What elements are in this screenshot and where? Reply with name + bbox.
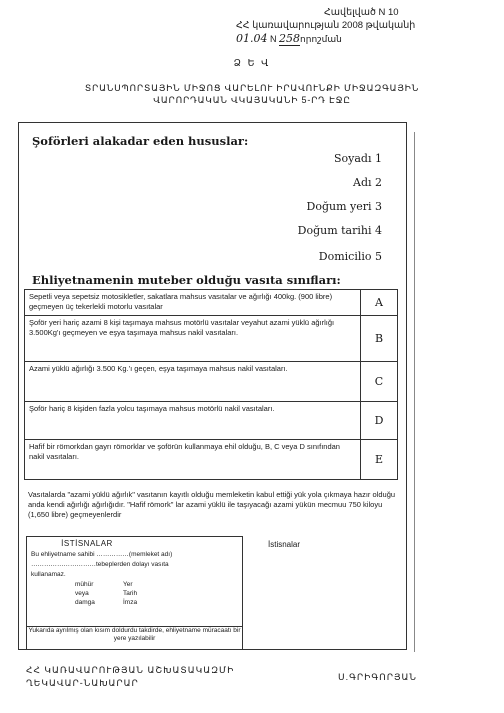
signatory-line-1: ՀՀ ԿԱՌԱՎԱՐՈՒԹՅԱՆ ԱՇԽԱՏԱԿԱԶՄԻ [26,665,235,675]
appendix-date-line [236,32,456,46]
weight-definition-note: Vasıtalarda "azami yüklü ağırlık" vasıtanın kayıtlı olduğu memleketin kabul ettiği yük yola çıkmaya hazır olduğu anda kendi ağırlığı ağırlığıdır. "Hafif römork" lar azami yüklü ile taşıyacağı azami yükün mecmuu 750 kiloyu (1,650 libre) geçmeyenlerdir [28,490,396,519]
signatory-line-2: ՂԵԿԱՎԱՐ-ՆԱԽԱՐԱՐ [26,678,139,688]
table-row [25,440,398,480]
handwritten-date: 01.04 [236,32,268,45]
table-row [25,316,398,362]
field-domicile: Domicilio 5 [318,250,382,263]
date-label: Tarih [123,590,138,597]
heading-line-2: ՎԱՐՈՐԴԱԿԱՆ ՎԿԱՅԱԿԱՆԻ 5-ՐԴ ԷՋԸ [153,95,351,105]
signature-label: İmza [123,599,138,606]
class-description: Hafif bir römorkdan gayrı römorklar ve şoförün kullanmaya ehil olduğu, B, C veya D sınıfından nakil vasıtaları. [25,440,361,480]
appendix-reference [236,6,456,46]
exceptions-title: İSTİSNALAR [61,539,113,548]
vehicle-classes-table [24,289,398,480]
field-birthplace: Doğum yeri 3 [306,200,382,213]
scan-edge-line [414,132,415,652]
driver-section-title: Şoförleri alakadar eden hususlar: [32,134,249,148]
class-letter: B [361,316,398,362]
appendix-decision-line: ՀՀ կառավարության 2008 թվականի [236,20,416,31]
table-row [25,290,398,316]
signatory-name: Ս.ԳՐԻԳՈՐՅԱՆ [338,672,417,682]
class-description: Şoför yeri hariç azami 8 kişi taşımaya mahsus motörlü vasıtalar veyahut azami yüklü ağırlığı 3.500Kg'ı geçmeyen ve eşya taşımaya mahsus nakil vasıtaları. [25,316,361,362]
exceptions-line-2: …………………………tebeplerden dolayı vasıta [31,561,169,568]
field-surname: Soyadı 1 [334,152,382,165]
table-row [25,402,398,440]
class-letter: C [361,362,398,402]
heading-line-1: ՏՐԱՆՍՊՈՐՏԱՅԻՆ ՄԻՋՈՑ ՎԱՐԵԼՈՒ ԻՐԱՎՈՒՆՔԻ ՄԻՋԱԶԳԱՅԻՆ [84,83,420,93]
seal-label: damga [75,599,95,606]
document-title: Ձ Ե Վ [233,58,271,69]
class-letter: A [361,290,398,316]
page-heading [20,82,484,106]
class-letter: D [361,402,398,440]
number-label: N [270,34,277,44]
stamp-label: mühür [75,581,94,588]
or-label: veya [75,590,89,597]
exceptions-box [26,536,243,650]
field-name: Adı 2 [353,176,382,189]
class-description: Şoför hariç 8 kişiden fazla yolcu taşımaya mahsus motörlü nakil vasıtaları. [25,402,361,440]
class-description: Sepetli veya sepetsiz motosikletler, sakatlara mahsus vasıtalar ve ağırlığı 400kg. (900 libre) geçmeyen üç tekerlekli motorlu vasıtalar [25,290,361,316]
appendix-number: Հավելված N 10 [324,7,399,18]
field-birthdate: Doğum tarihi 4 [297,224,382,237]
table-row [25,362,398,402]
exceptions-right-label: İstisnalar [268,540,301,549]
class-letter: E [361,440,398,480]
decision-suffix: որոշման [300,34,342,44]
place-label: Yer [123,581,133,588]
exceptions-line-1: Bu ehliyetname sahibi ……………(memleket adı) [31,551,173,558]
handwritten-number: 258 [279,32,301,45]
class-description: Azami yüklü ağırlığı 3.500 Kg.'ı geçen, eşya taşımaya mahsus nakil vasıtaları. [25,362,361,402]
exceptions-line-3: kullanamaz. [31,571,66,578]
signatory-title [26,664,234,690]
exceptions-footer: Yukarıda ayrılmış olan kısım doldurdu takdirde, ehliyetname müracaatı bir yere yazılabilir [27,626,242,649]
classes-section-title: Ehliyetnamenin muteber olduğu vasıta sınıfları: [32,273,341,287]
